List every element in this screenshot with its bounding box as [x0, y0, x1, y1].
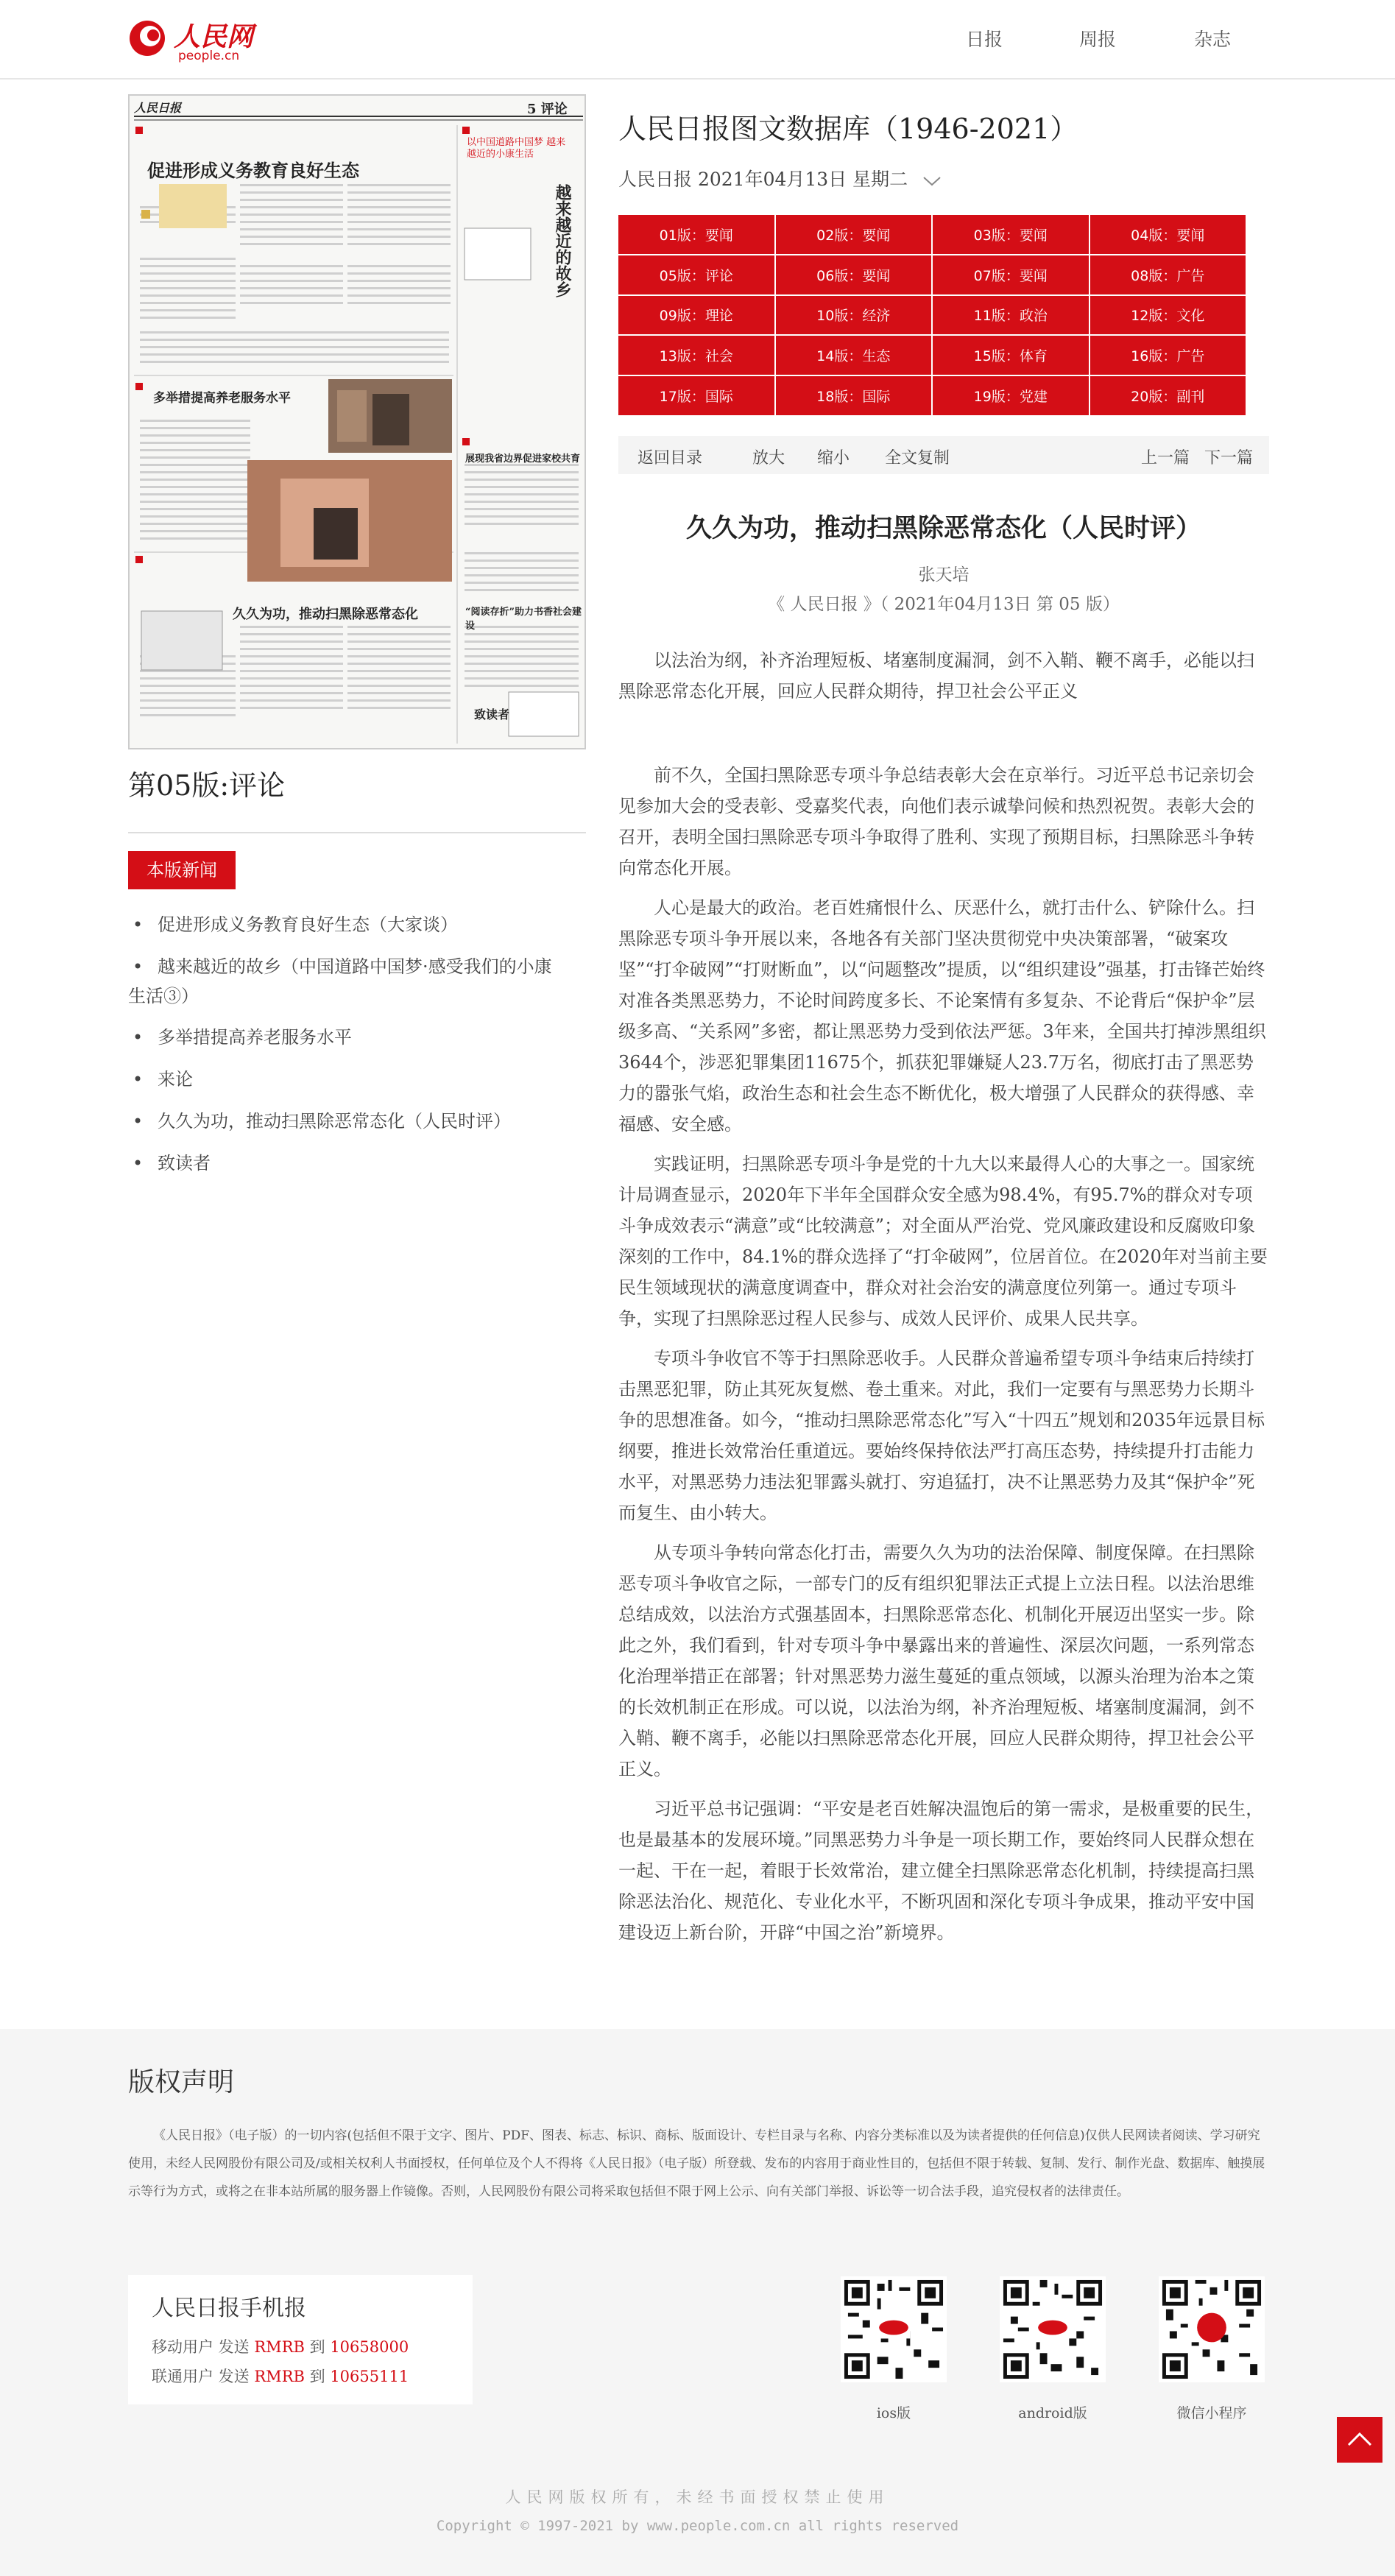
article-paragraph: 习近平总书记强调：“平安是老百姓解决温饱后的第一需求，是极重要的民生，也是最基本的发展环境。”同黑恶势力斗争是一项长期工作，要始终同人民群众想在一起、干在一起，着眼于长效常治，建立健全扫黑除恶常态化机制，持续提高扫黑除恶法治化、规范化、专业化水平，不断巩固和深化专项斗争成果，推动平安中国建设迈上新台阶，开辟“中国之治”新境界。 — [618, 1799, 1264, 1943]
qr-code-miniprogram — [1159, 2276, 1265, 2382]
qr-label-android: android版 — [1018, 2405, 1087, 2421]
paper-small-head-2: “阅读存折”助力书香社会建设 — [465, 607, 582, 632]
paper-side-headline: 越来越近的故乡 — [553, 184, 572, 297]
zoom-in-button[interactable]: 放大 — [752, 449, 785, 467]
newspaper-page-thumbnail[interactable] — [128, 94, 586, 749]
zoom-out-button[interactable]: 缩小 — [817, 449, 850, 467]
arrow-up-icon — [1337, 2417, 1382, 2463]
date-text: 人民日报 2021年04月13日 星期二 — [618, 169, 908, 190]
paper-headline-2: 多举措提高养老服务水平 — [153, 391, 291, 406]
board-link[interactable]: 17版：国际 — [618, 376, 774, 415]
back-to-index-link[interactable]: 返回目录 — [638, 449, 703, 467]
site-header — [0, 0, 1395, 80]
next-article-link[interactable]: 下一篇 — [1204, 449, 1254, 467]
paper-small-head-4: 以中国道路中国梦 越来越近的小康生活 — [467, 137, 566, 160]
logo-subtext: people.cn — [178, 49, 240, 63]
newspaper-layout-graphic — [130, 96, 586, 749]
database-title: 人民日报图文数据库（1946-2021） — [618, 113, 1078, 145]
news-item[interactable]: • 久久为功，推动扫黑除恶常态化（人民时评） — [128, 1101, 586, 1143]
article-body — [618, 760, 1269, 1957]
page-news-list — [128, 904, 586, 1185]
qr-code-ios — [841, 2276, 947, 2382]
board-link[interactable]: 10版：经济 — [776, 296, 932, 335]
board-link[interactable]: 11版：政治 — [933, 296, 1089, 335]
footer-rights: 人民网版权所有，未经书面授权禁止使用 — [505, 2488, 890, 2506]
paper-headline-3: 久久为功，推动扫黑除恶常态化 — [233, 607, 418, 622]
paper-headline-1: 促进形成义务教育良好生态 — [147, 160, 359, 181]
divider — [128, 832, 586, 833]
board-link[interactable]: 20版：副刊 — [1090, 376, 1246, 415]
mobile-line-unicom: 联通用户 发送 RMRB 到 10655111 — [152, 2368, 409, 2385]
qr-label-miniprogram: 微信小程序 — [1176, 2405, 1247, 2421]
qr-label-ios: ios版 — [876, 2405, 911, 2421]
copyright-heading: 版权声明 — [128, 2067, 235, 2097]
board-link[interactable]: 06版：要闻 — [776, 255, 932, 294]
nav-weekly[interactable]: 周报 — [1079, 29, 1117, 50]
board-link[interactable]: 09版：理论 — [618, 296, 774, 335]
copyright-text: 《人民日报》（电子版）的一切内容(包括但不限于文字、图片、PDF、图表、标志、标识、商标、版面设计、专栏目录与名称、内容分类标准以及为读者提供的任何信息)仅供人民网读者阅读、学习研究使用，未经人民网股份有限公司及/或相关权利人书面授权，任何单位及个人不得将《人民日报》（电子版）所登载、发布的内容用于商业性目的，包括但不限于转载、复制、发行、制作光盘、数据库、触摸展示等行为方式，或将之在非本站所属的服务器上作镜像。否则，人民网股份有限公司将采取包括但不限于网上公示、向有关部门举报、诉讼等一切合法手段，追究侵权者的法律责任。 — [128, 2128, 1265, 2199]
prev-article-link[interactable]: 上一篇 — [1141, 449, 1190, 467]
article-paragraph: 从专项斗争转向常态化打击，需要久久为功的法治保障、制度保障。在扫黑除恶专项斗争收官之际，一部专门的反有组织犯罪法正式提上立法日程。以法治思维总结成效，以法治方式强基固本，扫黑除恶常态化、机制化开展迈出坚实一步。除此之外，我们看到，针对专项斗争中暴露出来的普遍性、深层次问题，一系列常态化治理举措正在部署；针对黑恶势力滋生蔓延的重点领域，以源头治理为治本之策的长效机制正在形成。可以说，以法治为纲，补齐治理短板、堵塞制度漏洞，剑不入鞘、鞭不离手，必能以扫黑除恶常态化开展，回应人民群众期待，捍卫社会公平正义。 — [618, 1542, 1254, 1779]
article-paragraph: 专项斗争收官不等于扫黑除恶收手。人民群众普遍希望专项斗争结束后持续打击黑恶犯罪，防止其死灰复燃、卷土重来。对此，我们一定要有与黑恶势力长期斗争的思想准备。如今，“推动扫黑除恶常态化”写入“十四五”规划和2035年远景目标纲要，推进长效常治任重道远。要始终保持依法严打高压态势，持续提升打击能力水平，对黑恶势力违法犯罪露头就打、穷追猛打，决不让黑恶势力及其“保护伞”死而复生、由小转大。 — [618, 1348, 1265, 1523]
board-link[interactable]: 05版：评论 — [618, 255, 774, 294]
news-item[interactable]: • 来论 — [128, 1059, 586, 1101]
news-item[interactable]: • 多举措提高养老服务水平 — [128, 1017, 586, 1059]
page-board-grid — [618, 215, 1246, 415]
news-item[interactable]: • 致读者 — [128, 1143, 586, 1185]
qr-icon — [1159, 2276, 1265, 2382]
qr-code-android — [1000, 2276, 1106, 2382]
nav-magazine[interactable]: 杂志 — [1194, 29, 1232, 50]
article-source: 《 人民日报 》（ 2021年04月13日 第 05 版） — [768, 595, 1120, 614]
board-link[interactable]: 12版：文化 — [1090, 296, 1246, 335]
board-link[interactable]: 02版：要闻 — [776, 215, 932, 254]
paper-small-head-1: 展现我省边界促进家校共育 — [465, 454, 581, 465]
back-to-top-button[interactable] — [1337, 2417, 1382, 2463]
board-link[interactable]: 19版：党建 — [933, 376, 1089, 415]
board-link[interactable]: 04版：要闻 — [1090, 215, 1246, 254]
board-link[interactable]: 08版：广告 — [1090, 255, 1246, 294]
section-news-tag: 本版新闻 — [128, 851, 236, 889]
board-link[interactable]: 03版：要闻 — [933, 215, 1089, 254]
board-link[interactable]: 01版：要闻 — [618, 215, 774, 254]
board-link[interactable]: 07版：要闻 — [933, 255, 1089, 294]
news-item[interactable]: • 越来越近的故乡（中国道路中国梦·感受我们的小康 生活③） — [128, 946, 586, 1017]
mobile-news-title: 人民日报手机报 — [152, 2296, 306, 2321]
mobile-news-box — [128, 2275, 473, 2404]
board-link[interactable]: 13版：社会 — [618, 336, 774, 375]
news-item[interactable]: • 促进形成义务教育良好生态（大家谈） — [128, 904, 586, 946]
paper-small-head-3: 致读者 — [474, 707, 510, 721]
article-paragraph: 实践证明，扫黑除恶专项斗争是党的十九大以来最得人心的大事之一。国家统计局调查显示，2020年下半年全国群众安全感为98.4%，有95.7%的群众对专项斗争成效表示“满意”或“比较满意”；对全面从严治党、党风廉政建设和反腐败印象深刻的工作中，84.1%的群众选择了“打伞破网”，位居首位。在2020年对当前主要民生领域现状的满意度调查中，群众对社会治安的满意度位列第一。通过专项斗争，实现了扫黑除恶过程人民参与、成效人民评价、成果人民共享。 — [618, 1154, 1268, 1329]
article-paragraph: 前不久，全国扫黑除恶专项斗争总结表彰大会在京举行。习近平总书记亲切会见参加大会的受表彰、受嘉奖代表，向他们表示诚挚问候和热烈祝贺。表彰大会的召开，表明全国扫黑除恶专项斗争取得了胜利、实现了预期目标，扫黑除恶斗争转向常态化开展。 — [618, 765, 1254, 878]
copy-all-button[interactable]: 全文复制 — [885, 449, 950, 467]
date-selector[interactable] — [618, 165, 942, 191]
board-link[interactable]: 15版：体育 — [933, 336, 1089, 375]
logo-text: 人民网 — [174, 21, 254, 52]
article-title: 久久为功，推动扫黑除恶常态化（人民时评） — [685, 514, 1201, 543]
qr-icon — [841, 2276, 947, 2382]
page-title: 第05版:评论 — [128, 769, 286, 802]
nav-daily[interactable]: 日报 — [966, 29, 1003, 50]
paper-page-label: 5 评论 — [527, 102, 568, 117]
qr-icon — [1000, 2276, 1106, 2382]
chevron-down-icon — [922, 175, 942, 187]
board-link[interactable]: 18版：国际 — [776, 376, 932, 415]
paper-masthead: 人民日报 — [134, 101, 182, 115]
article-paragraph: 人心是最大的政治。老百姓痛恨什么、厌恶什么，就打击什么、铲除什么。扫黑除恶专项斗争开展以来，各地各有关部门坚决贯彻党中央决策部署，“破案攻坚”“打伞破网”“打财断血”，以“问题整改”提质，以“组织建设”强基，打击锋芒始终对准各类黑恶势力，不论时间跨度多长、不论案情有多复杂、不论背后“保护伞”层级多高、“关系网”多密，都让黑恶势力受到依法严惩。3年来，全国共打掉涉黑组织3644个，涉恶犯罪集团11675个，抓获犯罪嫌疑人23.7万名，彻底打击了黑恶势力的嚣张气焰，政治生态和社会生态不断优化，极大增强了人民群众的获得感、幸福感、安全感。 — [618, 897, 1266, 1135]
article-lead: 以法治为纲，补齐治理短板、堵塞制度漏洞，剑不入鞘、鞭不离手，必能以扫黑除恶常态化开展，回应人民群众期待，捍卫社会公平正义 — [618, 650, 1254, 702]
people-logo[interactable] — [127, 16, 259, 63]
footer-copyright: Copyright © 1997-2021 by www.people.com.cn all rights reserved — [436, 2518, 959, 2534]
board-link[interactable]: 14版：生态 — [776, 336, 932, 375]
article-author: 张天培 — [918, 565, 970, 585]
mobile-line-cmcc: 移动用户 发送 RMRB 到 10658000 — [152, 2338, 409, 2356]
article-toolbar — [618, 436, 1269, 474]
board-link[interactable]: 16版：广告 — [1090, 336, 1246, 375]
